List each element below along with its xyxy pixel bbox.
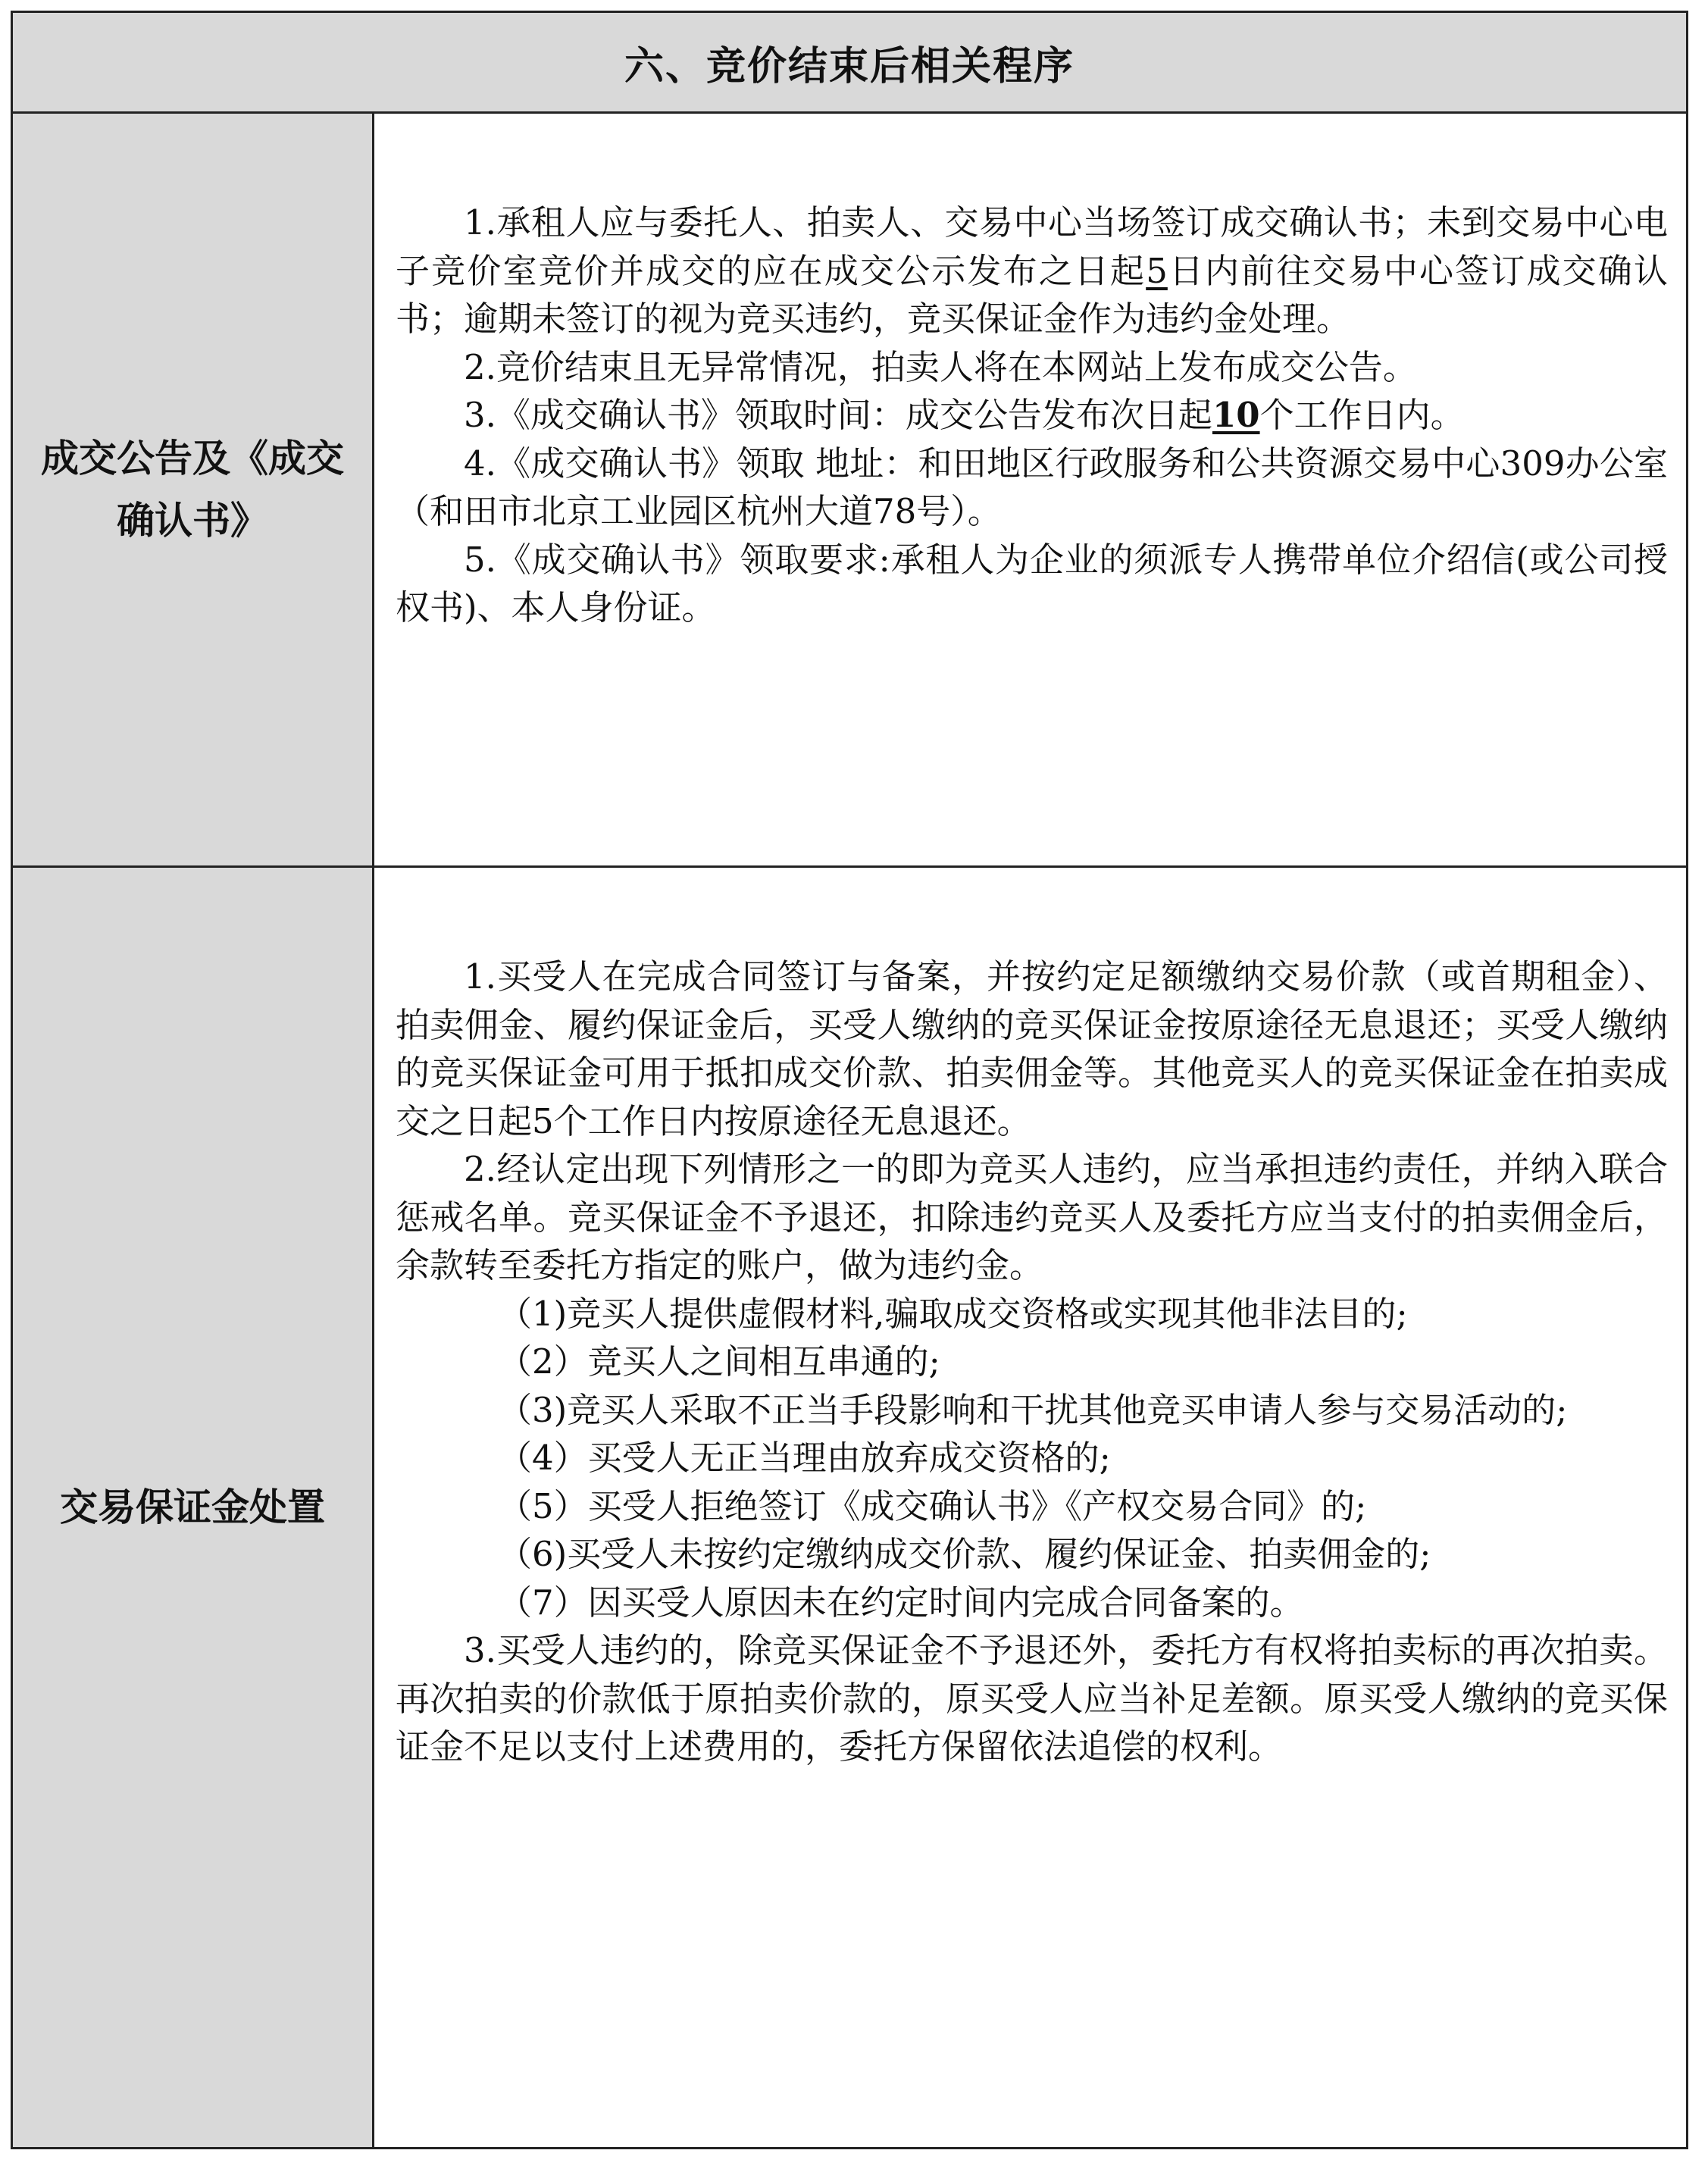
paragraph: 3.《成交确认书》领取时间：成交公告发布次日起10个工作日内。 <box>464 395 1465 435</box>
table-row-announcement <box>13 114 1686 868</box>
paragraph: 5.《成交确认书》领取要求:承租人为企业的须派专人携带单位介绍信(或公司授权书)、本人身份证。 <box>396 539 1668 628</box>
sub-item: （6)买受人未按约定缴纳成交价款、履约保证金、拍卖佣金的; <box>498 1534 1431 1574</box>
paragraph: 1.承租人应与委托人、拍卖人、交易中心当场签订成交确认书；未到交易中心电子竞价室竞价并成交的应在成交公示发布之日起5日内前往交易中心签订成交确认书；逾期未签订的视为竞买违约，竞买保证金作为违约金处理。 <box>396 202 1668 339</box>
section-header <box>13 13 1686 114</box>
paragraph: 4.《成交确认书》领取 地址：和田地区行政服务和公共资源交易中心309办公室（和田市北京工业园区杭州大道78号）。 <box>396 443 1668 531</box>
table-row-deposit <box>13 868 1686 2147</box>
paragraph: 1.买受人在完成合同签订与备案，并按约定足额缴纳交易价款（或首期租金）、拍卖佣金、履约保证金后，买受人缴纳的竞买保证金按原途径无息退还；买受人缴纳的竞买保证金可用于抵扣成交价款、拍卖佣金等。其他竞买人的竞买保证金在拍卖成交之日起5个工作日内按原途径无息退还。 <box>396 956 1668 1141</box>
section-title: 六、竞价结束后相关程序 <box>624 43 1075 89</box>
sub-item: （1)竞买人提供虚假材料,骗取成交资格或实现其他非法目的; <box>498 1293 1408 1334</box>
row-content-announcement <box>374 114 1686 865</box>
row-label-cell <box>13 114 374 865</box>
sub-item: （5）买受人拒绝签订《成交确认书》《产权交易合同》的; <box>498 1485 1367 1526</box>
row-label-cell <box>13 868 374 2147</box>
sub-item: （2）竞买人之间相互串通的; <box>498 1341 940 1382</box>
procedure-table <box>11 11 1688 2149</box>
sub-item: （4）买受人无正当理由放弃成交资格的; <box>498 1438 1111 1478</box>
underlined-value: 10 <box>1212 395 1260 435</box>
row-label-deposit: 交易保证金处置 <box>60 1485 325 1529</box>
sub-item: （3)竞买人采取不正当手段影响和干扰其他竞买申请人参与交易活动的; <box>498 1389 1568 1430</box>
row-label-announcement: 成交公告及《成交确认书》 <box>41 437 344 543</box>
paragraph: 2.竞价结束且无异常情况，拍卖人将在本网站上发布成交公告。 <box>464 346 1417 387</box>
sub-item: （7）因买受人原因未在约定时间内完成合同备案的。 <box>498 1582 1304 1623</box>
paragraph: 3.买受人违约的，除竞买保证金不予退还外，委托方有权将拍卖标的再次拍卖。再次拍卖的价款低于原拍卖价款的，原买受人应当补足差额。原买受人缴纳的竞买保证金不足以支付上述费用的，委托方保留依法追偿的权利。 <box>396 1630 1668 1767</box>
row-content-deposit <box>374 868 1686 2147</box>
paragraph: 2.经认定出现下列情形之一的即为竞买人违约，应当承担违约责任，并纳入联合惩戒名单。竞买保证金不予退还，扣除违约竞买人及委托方应当支付的拍卖佣金后，余款转至委托方指定的账户，做为违约金。 <box>396 1149 1668 1285</box>
underlined-value: 5 <box>1146 250 1168 291</box>
